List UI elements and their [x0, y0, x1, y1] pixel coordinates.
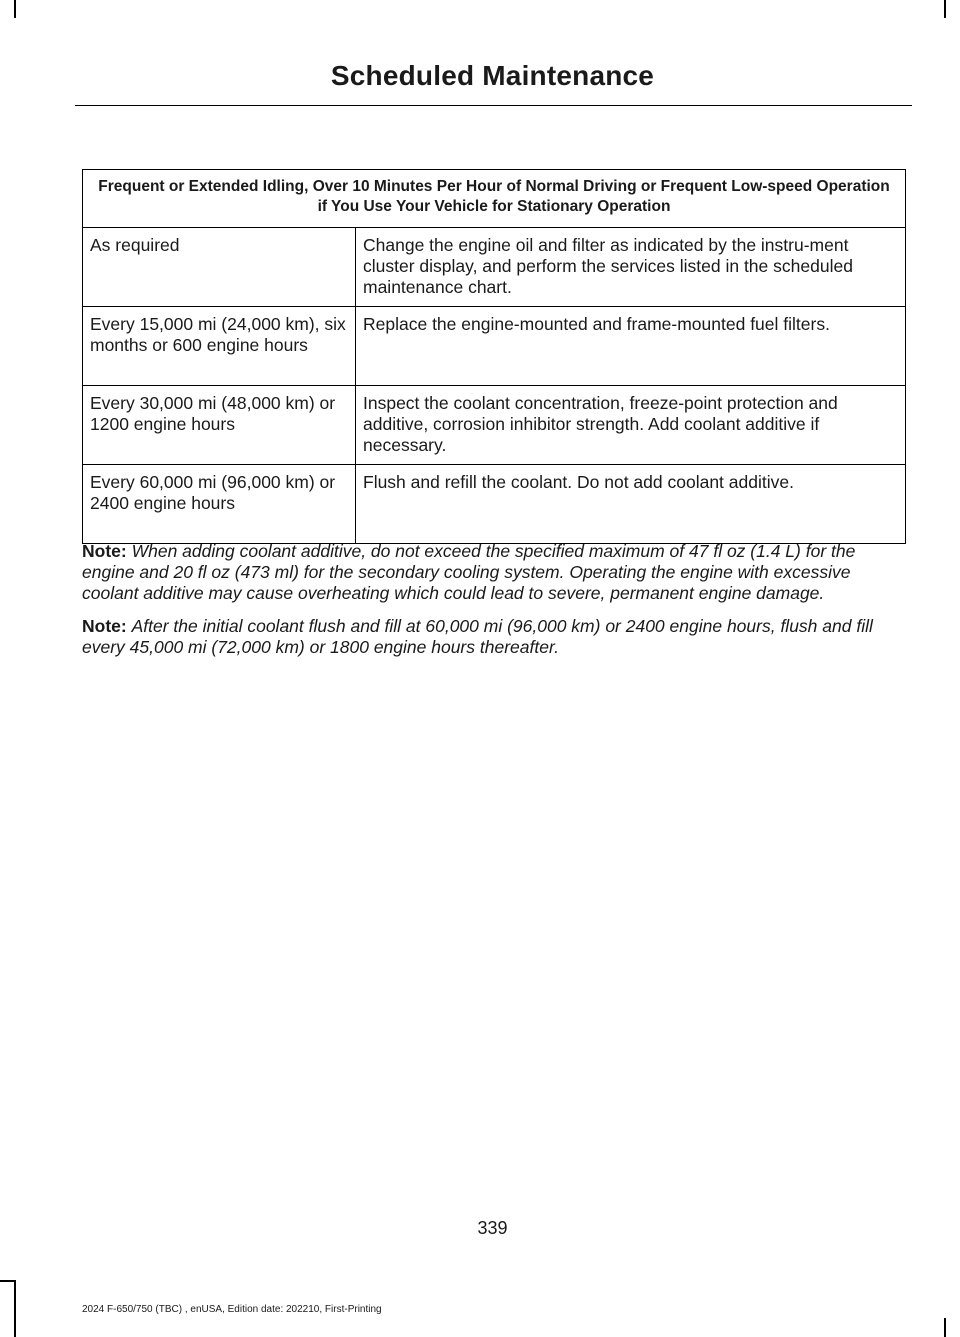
crop-mark-top-right [944, 0, 946, 18]
crop-mark-bottom-left-h [0, 1280, 15, 1282]
table-row [83, 307, 906, 386]
table-header-row [83, 170, 906, 228]
crop-mark-bottom-left [14, 1280, 16, 1337]
action-cell: Flush and refill the coolant. Do not add coolant additive. [356, 465, 906, 544]
table-heading: Frequent or Extended Idling, Over 10 Minutes Per Hour of Normal Driving or Frequent Low-speed Operation if You Use Your Vehicle for Stationary Operation [83, 170, 906, 228]
action-cell: Change the engine oil and filter as indicated by the instru-ment cluster display, and perform the services listed in the scheduled maintenance chart. [356, 228, 906, 307]
interval-cell: Every 30,000 mi (48,000 km) or 1200 engine hours [83, 386, 356, 465]
table-row [83, 386, 906, 465]
maintenance-table [82, 169, 906, 544]
action-cell: Replace the engine-mounted and frame-mounted fuel filters. [356, 307, 906, 386]
interval-cell: Every 60,000 mi (96,000 km) or 2400 engine hours [83, 465, 356, 544]
title-divider [75, 105, 912, 106]
footer-edition-info: 2024 F-650/750 (TBC) , enUSA, Edition date: 202210, First-Printing [82, 1304, 382, 1315]
page-number: 339 [477, 1218, 508, 1238]
notes-section [82, 541, 910, 670]
table-row [83, 228, 906, 307]
action-cell: Inspect the coolant concentration, freeze-point protection and additive, corrosion inhibitor strength. Add coolant additive if necessary. [356, 386, 906, 465]
interval-cell: Every 15,000 mi (24,000 km), six months or 600 engine hours [83, 307, 356, 386]
interval-cell: As required [83, 228, 356, 307]
note-coolant-flush [82, 616, 910, 658]
note-coolant-additive [82, 541, 910, 604]
crop-mark-top-left [14, 0, 16, 18]
note-label: Note: [82, 541, 127, 561]
note-text: After the initial coolant flush and fill at 60,000 mi (96,000 km) or 2400 engine hours, flush and fill every 45,000 mi (72,000 km) or 1800 engine hours thereafter. [82, 616, 873, 657]
crop-mark-bottom-right [944, 1318, 946, 1337]
note-text: When adding coolant additive, do not exceed the specified maximum of 47 fl oz (1.4 L) for the engine and 20 fl oz (473 ml) for the secondary cooling system. Operating the engine with excessive coolant additive may cause overheating which could lead to severe, permanent engine damage. [82, 541, 856, 603]
note-label: Note: [82, 616, 127, 636]
page-title: Scheduled Maintenance [330, 60, 655, 91]
table-row [83, 465, 906, 544]
